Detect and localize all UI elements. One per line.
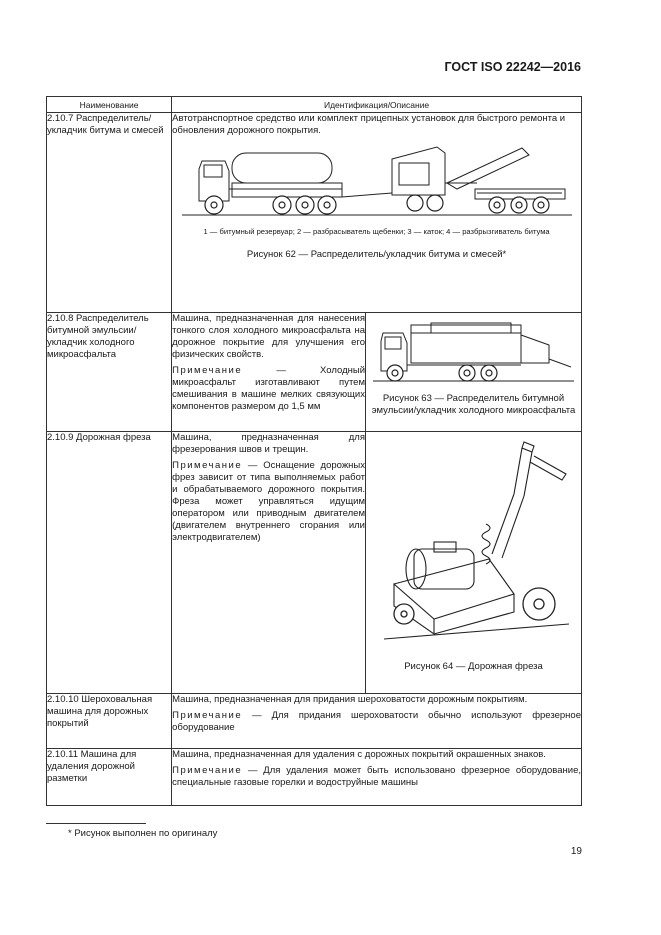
table-row <box>47 313 582 432</box>
footnote-separator <box>46 823 146 824</box>
term-name: 2.10.9 Дорожная фреза <box>47 432 172 694</box>
table-row <box>47 113 582 313</box>
figure-62-distributor-train <box>177 143 577 223</box>
figure-caption: Рисунок 62 — Распределитель/укладчик битума и смесей* <box>246 249 507 260</box>
term-name: 2.10.10 Шероховальная машина для дорожных покрытий <box>47 694 172 749</box>
column-header-description: Идентификация/Описание <box>172 97 582 113</box>
terms-table <box>46 96 582 806</box>
term-description: Машина, предназначенная для фрезерования швов и трещин. <box>172 432 365 455</box>
table-header-row <box>47 97 582 113</box>
note-text: — Для придания шероховатости обычно используют фрезерное оборудование <box>172 710 581 733</box>
term-description: Машина, предназначенная для нанесения тонкого слоя холодного микроасфальта на дорожное покрытие для улучшения его физических свойств. <box>172 313 365 360</box>
term-name: 2.10.11 Машина для удаления дорожной разметки <box>47 749 172 806</box>
term-description: Машина, предназначенная для придания шероховатости дорожным покрытиям. <box>172 694 528 705</box>
note-label: Примечание <box>172 765 243 776</box>
note-text: — Оснащение дорожных фрез зависит от типа выполняемых работ и обрабатываемого дорожного покрытия. Фреза может управляться идущим оператором или приводным двигателем (двигателем внутреннего сгорания или электродвигателем) <box>172 460 365 543</box>
table-row <box>47 749 582 806</box>
term-name: 2.10.8 Распределитель битумной эмульсии/ укладчик холодного микроасфальта <box>47 313 172 432</box>
term-description: Машина, предназначенная для удаления с дорожных покрытий окрашенных знаков. <box>172 749 546 760</box>
figure-caption: Рисунок 64 — Дорожная фреза <box>404 661 543 672</box>
figure-63-emulsion-distributor <box>371 315 576 387</box>
document-code: ГОСТ ISO 22242—2016 <box>444 60 581 74</box>
term-name: 2.10.7 Распределитель/ укладчик битума и смесей <box>47 113 172 313</box>
column-header-name: Наименование <box>47 97 172 113</box>
note-text: — Для удаления может быть использовано фрезерное оборудование, специальные газовые горелки и водоструйные машины <box>172 765 581 788</box>
figure-caption: Рисунок 63 — Распределитель битумной эмульсии/укладчик холодного микроасфальта <box>371 393 576 416</box>
footnote: * Рисунок выполнен по оригиналу <box>68 828 218 839</box>
note-label: Примечание <box>172 365 243 376</box>
figure-64-road-cutter <box>374 434 574 649</box>
page-number: 19 <box>570 846 582 857</box>
note-label: Примечание <box>172 460 243 471</box>
table-row <box>47 432 582 694</box>
table-row <box>47 694 582 749</box>
note-text: — Холодный микроасфальт изготавливают путем смешивания в машине мелких связующих компонентов размером до 1,5 мм <box>172 365 365 412</box>
figure-legend: 1 — битумный резервуар; 2 — разбрасыватель щебенки; 3 — каток; 4 — разбрызгиватель битума <box>203 227 550 236</box>
note-label: Примечание <box>172 710 243 721</box>
term-description: Автотранспортное средство или комплект прицепных установок для быстрого ремонта и обновления дорожного покрытия. <box>172 113 566 136</box>
